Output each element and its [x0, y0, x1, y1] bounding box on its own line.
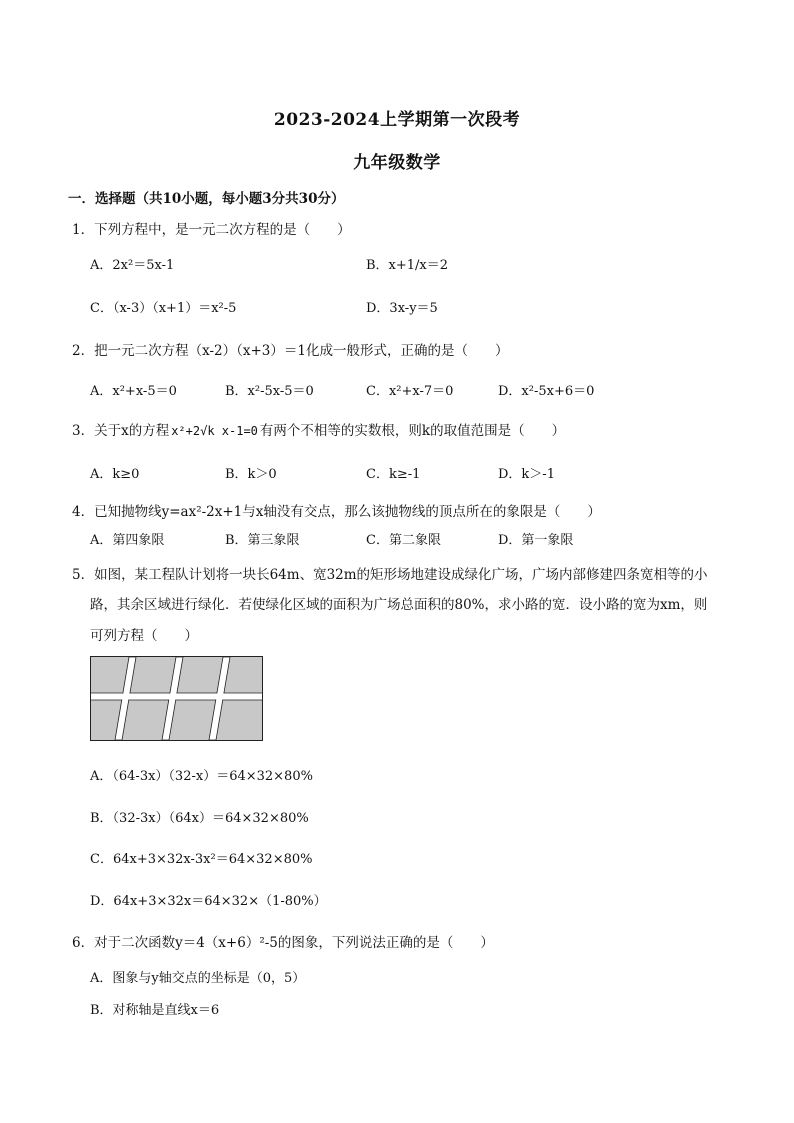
- question-1-option-c: C．（x-3）（x+1）＝x²-5: [90, 301, 237, 316]
- question-3-option-c: C．k≥-1: [366, 467, 421, 482]
- question-2-option-c: C．x²+x-7＝0: [366, 384, 454, 399]
- page-subtitle: 九年级数学: [353, 153, 441, 173]
- question-5-line-3: 可列方程（ ）: [90, 628, 198, 644]
- question-2-stem: 2．把一元二次方程（x-2）（x+3）＝1化成一般形式，正确的是（ ）: [72, 343, 509, 359]
- question-3-option-d: D．k＞-1: [498, 467, 555, 482]
- question-1-option-b: B．x+1/x＝2: [366, 258, 449, 273]
- question-3-option-b: B．k＞0: [225, 467, 277, 482]
- question-5-option-d: D．64x+3×32x＝64×32×（1-80%）: [90, 894, 327, 909]
- question-4-option-d: D．第一象限: [498, 533, 574, 548]
- question-5-line-2: 路，其余区域进行绿化．若使绿化区域的面积为广场总面积的80%，求小路的宽．设小路的宽为xm，则: [90, 597, 708, 613]
- question-3-option-a: A．k≥0: [90, 467, 140, 482]
- question-1-option-d: D．3x-y＝5: [366, 301, 438, 316]
- question-4-option-c: C．第二象限: [366, 533, 441, 548]
- question-4-stem: 4．已知抛物线y=ax²-2x+1与x轴没有交点，那么该抛物线的顶点所在的象限是（ ）: [72, 504, 601, 520]
- question-6-option-a: A．图象与y轴交点的坐标是（0，5）: [90, 971, 306, 986]
- question-5-option-b: B．（32-3x）（64x）＝64×32×80%: [90, 811, 309, 826]
- question-3-stem: [72, 419, 565, 439]
- question-5-option-c: C．64x+3×32x-3x²＝64×32×80%: [90, 852, 313, 867]
- question-3-equation: x²+2√k x-1=0: [171, 424, 258, 438]
- section-heading: 一．选择题（共10小题，每小题3分共30分）: [68, 191, 345, 207]
- question-4-option-b: B．第三象限: [225, 533, 300, 548]
- question-2-option-b: B．x²-5x-5＝0: [225, 384, 314, 399]
- page-title: 2023-2024上学期第一次段考: [273, 110, 521, 130]
- question-2-option-d: D．x²-5x+6＝0: [498, 384, 595, 399]
- question-6-option-b: B．对称轴是直线x＝6: [90, 1003, 220, 1018]
- park-diagram: [90, 656, 264, 742]
- question-6-stem: 6．对于二次函数y＝4（x+6）²-5的图象，下列说法正确的是（ ）: [72, 935, 494, 951]
- question-3-stem-post: 有两个不相等的实数根，则k的取值范围是（ ）: [259, 423, 566, 439]
- question-5-option-a: A．（64-3x）（32-x）＝64×32×80%: [90, 769, 313, 784]
- question-3-stem-pre: 3．关于x的方程: [72, 423, 170, 439]
- question-1-stem: 1．下列方程中，是一元二次方程的是（ ）: [72, 222, 351, 238]
- question-4-option-a: A．第四象限: [90, 533, 165, 548]
- question-1-option-a: A．2x²＝5x-1: [90, 258, 175, 273]
- question-2-option-a: A．x²+x-5＝0: [90, 384, 177, 399]
- question-5-line-1: 5．如图，某工程队计划将一块长64m、宽32m的矩形场地建设成绿化广场，广场内部修建四条宽相等的小: [72, 567, 708, 583]
